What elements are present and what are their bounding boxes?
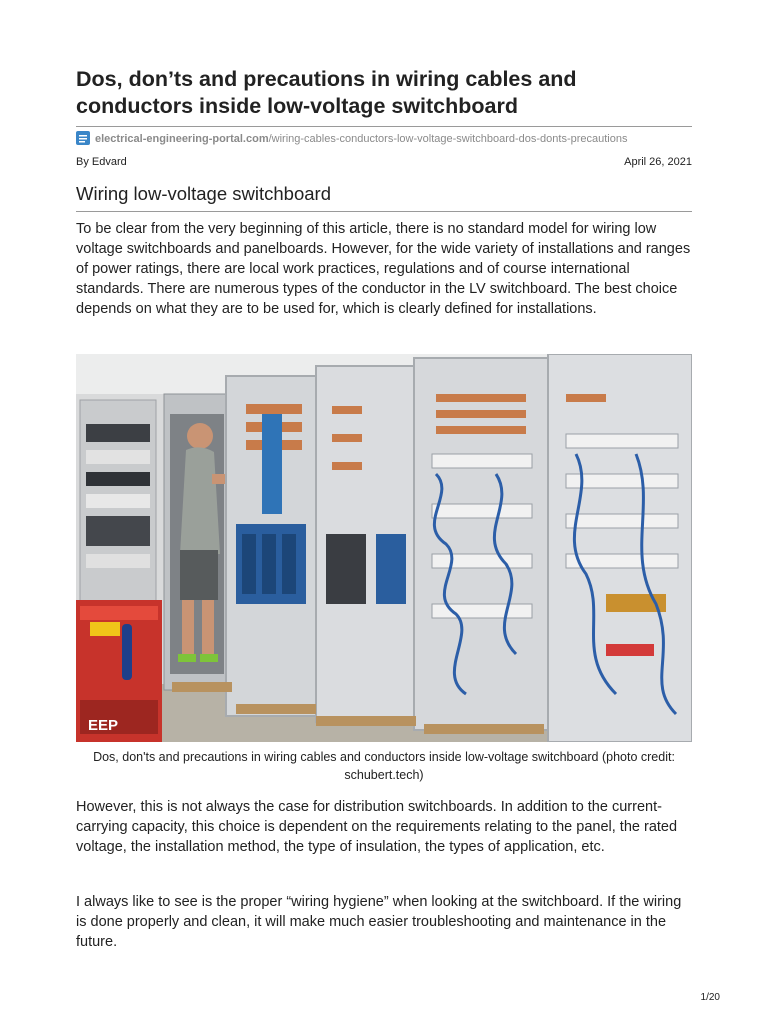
section-heading: Wiring low-voltage switchboard [76,183,331,204]
publish-date: April 26, 2021 [624,156,692,168]
author: By Edvard [76,156,127,168]
article-meta [76,154,692,170]
paragraph-wiring-hygiene: I always like to see is the proper “wiring hygiene” when looking at the switchboard. If the wiring is done properly and clean, it will make much easier troubleshooting and maintenance in the future. [76,894,682,950]
article-photo [76,354,692,742]
source-path[interactable]: /wiring-cables-conductors-low-voltage-switchboard-dos-donts-precautions [268,133,628,145]
source-url[interactable] [76,131,692,147]
figure-caption: Dos, don'ts and precautions in wiring cables and conductors inside low-voltage switchboard (photo credit: schubert.tech) [93,750,675,782]
source-domain[interactable]: electrical-engineering-portal.com [95,133,269,145]
article-title: Dos, don’ts and precautions in wiring cables and conductors inside low-voltage switchboard [76,67,577,118]
title-divider [76,126,692,127]
section-divider [76,211,692,212]
watermark-logo: EEP [88,717,119,734]
page-number: 1/20 [700,992,720,1003]
paragraph-distribution: However, this is not always the case for distribution switchboards. In addition to the current-carrying capacity, this choice is dependent on the requirements relating to the panel, the rated voltage, the installation method, the type of insulation, the types of application, etc. [76,799,678,855]
page-favicon-icon [76,131,90,145]
paragraph-intro: To be clear from the very beginning of this article, there is no standard model for wiring low voltage switchboards and panelboards. However, for the wide variety of installations and ranges of power ratings, there are local work practices, regulations and of course international standards. There are numerous types of the conductor in the LV switchboard. The best choice depends on what they are to be used for, which is clearly defined for installations. [76,221,691,317]
